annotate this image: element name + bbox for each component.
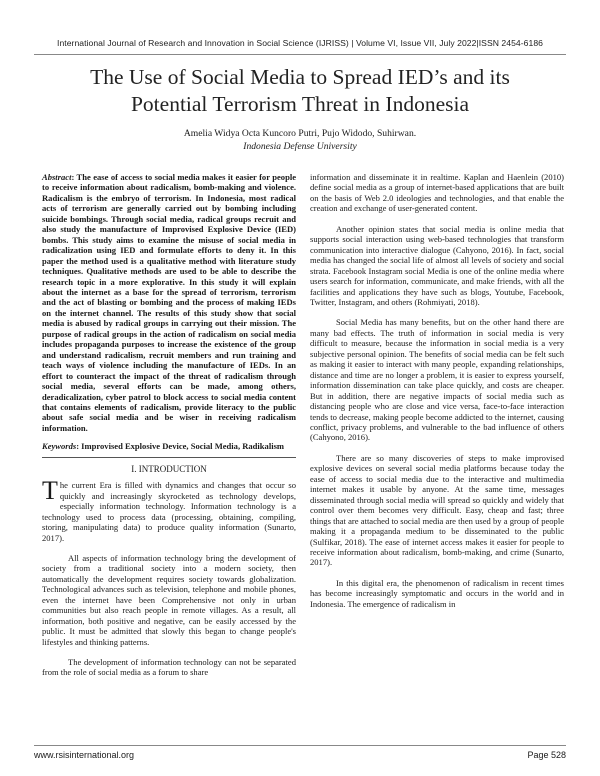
body-paragraph-3: Social Media has many benefits, but on the other hand there are many bad effects. The truth of information in social media is very difficult to measure, because the information in social media is a very subjective personal opinion. The benefits of social media can be felt such as making it easier to interact with many people, expanding relationships, distance and time are no longer a problem, it is easier to express yourself, information dissemination can take place quickly, and costs are cheaper. But in addition, there are negative impacts of social media such as distancing people who are close and vice versa, face-to-face interaction tends to decrease, making people become addicted to the internet, causing conflict, privacy problems, and vulnerable to the bad influence of others (Cahyono, 2016). [310,317,564,443]
affiliation: Indonesia Defense University [243,141,357,152]
intro-paragraph-1 [42,476,296,543]
right-column [310,172,564,609]
keywords-label: Keywords [42,441,77,452]
body-paragraph-1: information and disseminate it in realtime. Kaplan and Haenlein (2010) define social media as a group of internet-based applications that are built on the basis of Web 2.0 ideologies and technologies, and that enable the creation and exchange of user-generated content. [310,172,564,214]
intro-paragraph-2: All aspects of information technology bring the development of society from a traditional society into a modern society, then automatically the development requires society towards globalization. Technological advances such as television, telephone and mobile phones, even the internet have been Comprehensive not only in urban communities but also reach people in remote villages. As a result, all information, both positive and negative, can be easily accessed by the public. It must be admitted that slowly this began to change people's lifestyles and thinking patterns. [42,552,296,647]
drop-cap: T [42,476,58,506]
abstract [42,172,296,433]
title-line-1: The Use of Social Media to Spread IED’s and its [90,65,510,89]
body-paragraph-5: In this digital era, the phenomenon of radicalism in recent times has become increasingly symptomatic and occurs in the world and in Indonesia. The emergence of radicalism in [310,577,564,609]
page-number: Page 528 [527,750,566,760]
journal-running-head: International Journal of Research and Innovation in Social Science (IJRISS) | Volume VI, Issue VII, July 2022|ISSN 2454-6186 [57,38,543,48]
footer-rule [34,745,566,746]
abstract-label: Abstract [42,172,72,182]
intro-paragraph-3: The development of information technology can not be separated from the role of social media as a forum to share [42,657,296,678]
abstract-text: : The ease of access to social media makes it easier for people to receive information about radicalism, bomb-making and violence. Radicalism is the embryo of terrorism. In Indonesia, most radical acts of terrorism are generally carried out by bombing including suicide bombings. Through social media, radical groups recruit and also study the manufacture of Improvised Explosive Device (IED) bombs. This study aims to examine the misuse of social media in radicalization using IED and formulate efforts to deny it. In this paper the method used is a qualitative method with literature study techniques. Qualitative methods are used to be able to describe the research topic in a more explorative. In this study it will explain about the internet as a base for the spread of terrorism, terrorism and the act of blasting or bombing and the process of making IEDs on the internet channel. The results of this study show that social media is abused by radical groups in carrying out their mission. The purpose of radical groups in the action of radicalism on social media includes propaganda purposes to increase the existence of the group and understand radicalism, recruit members and run training and teach ways of violence including the manufacture of IEDs. In an effort to counteract the impact of the threat of radicalism through social media, several efforts can be made, among others, deradicalization, cyber patrol to block access to social media content that contains elements of radicalism, provide literacy to the public about safe social media and be wiser in receiving radicalism information. [42,172,296,433]
intro-paragraph-1-text: he current Era is filled with dynamics and changes that occur so quickly and increasingly skyrocketed as technology develops, especially information technology. Information technology is a technology used to process data (processing, obtaining, compiling, storing, manipulating data) to produce quality information (Sunarto, 2017). [42,480,296,543]
body-paragraph-4: There are so many discoveries of steps to make improvised explosive devices on several social media platforms because today the ease of access to social media due to the interactive and multimedia internet makes it usable by anyone. At the same time, messages disseminated through social media will spread so quickly and widely that control over them becomes very difficult. Easy, cheap and fast; three things that are attached to social media are then used by a group of people making it a propaganda medium to be disseminated to the public (Sulfikar, 2018). The ease of internet access makes it easier for people to receive information about radicalism, bomb-making, and crime (Sunarto, 2017). [310,452,564,568]
body-paragraph-2: Another opinion states that social media is online media that supports social interaction using web-based technologies that transform communication into interactive dialogue (Cahyono, 2016). In fact, social media has changed the social life of almost all levels of society and social strata. Facebook Instagram social Media is one of the online media where users search for information, communicate, and make friends, with all the facilities and applications they have such as blogs, Youtube, Facebook, Twitter, Instagram, and others (Rohmiyati, 2018). [310,223,564,307]
paper-title [40,64,560,118]
left-column [42,172,296,678]
keywords [42,441,296,451]
keywords-text: : Improvised Explosive Device, Social Media, Radikalism [76,441,285,452]
title-line-2: Potential Terrorism Threat in Indonesia [130,92,470,116]
footer-website-link[interactable]: www.rsisinternational.org [34,750,135,760]
section-divider [42,457,296,458]
author-list: Amelia Widya Octa Kuncoro Putri, Pujo Widodo, Suhirwan. [183,128,417,139]
header-rule [34,54,566,55]
section-heading-introduction: I. INTRODUCTION [131,463,207,474]
